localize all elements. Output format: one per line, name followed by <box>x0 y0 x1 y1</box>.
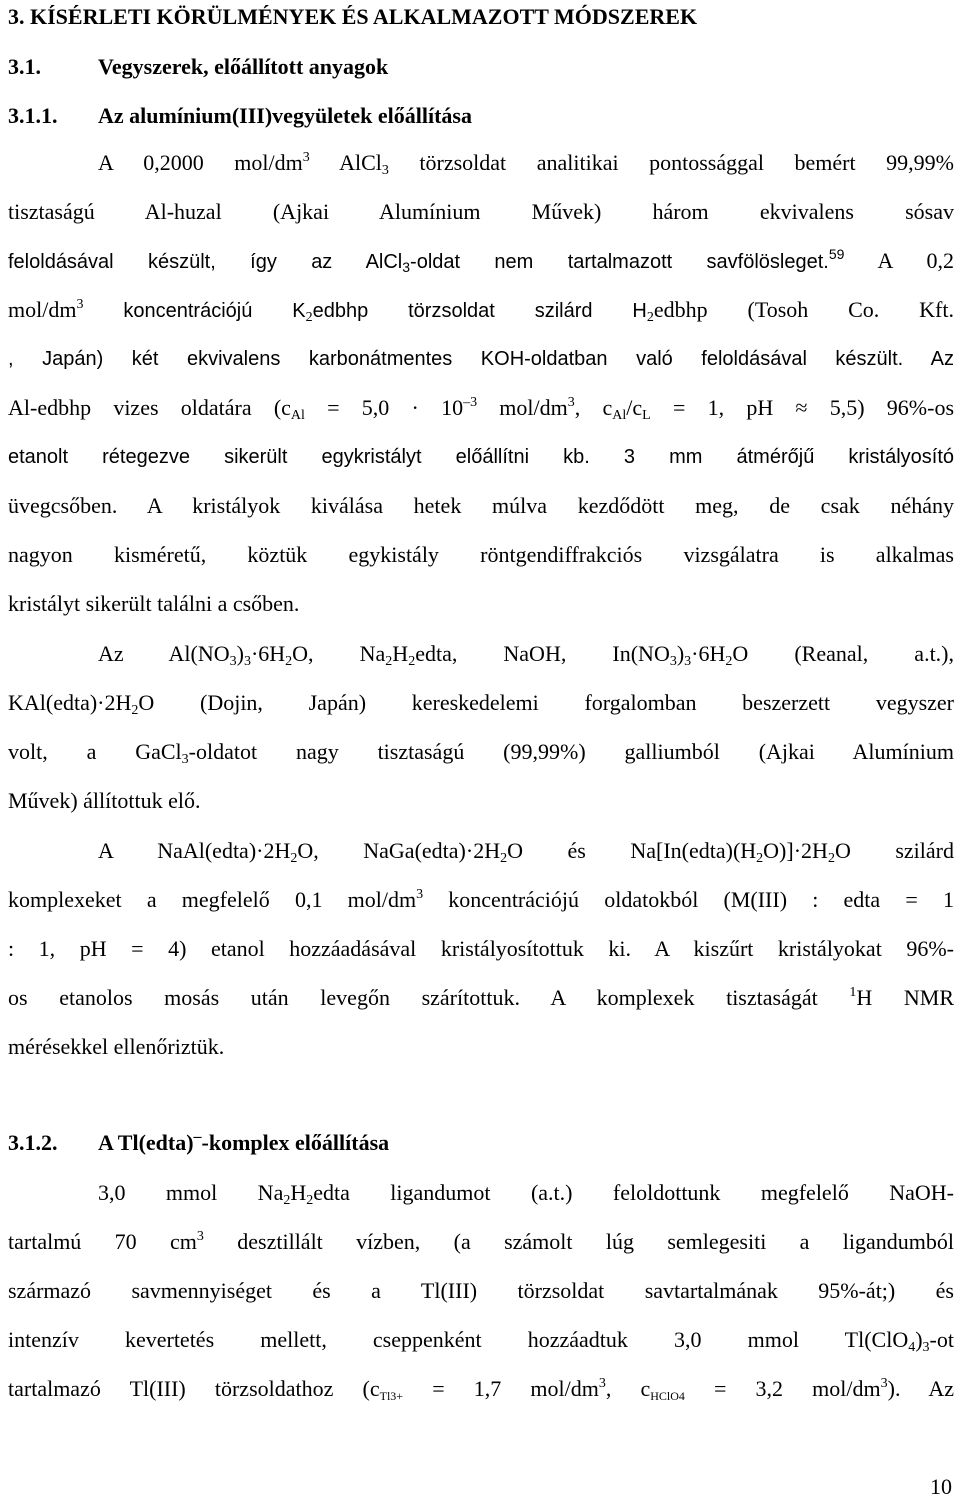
subscript: 3 <box>229 654 237 669</box>
paragraph-line <box>8 1227 954 1257</box>
text-run: A 0,2000 mol/dm <box>98 150 303 175</box>
heading-section-3 <box>8 4 697 30</box>
paragraph-line <box>8 393 954 423</box>
text-run: O)]·2H <box>763 838 828 863</box>
subscript: L <box>642 408 651 423</box>
text-run: = 5,0 · 10 <box>304 395 464 420</box>
text-run: H <box>392 641 409 666</box>
text-run: mol/dm <box>477 395 568 420</box>
text-run: ) <box>676 641 685 666</box>
superscript: 3 <box>598 1376 606 1391</box>
subscript: 2 <box>725 654 733 669</box>
paragraph-line <box>98 639 954 669</box>
heading-section-3-1 <box>8 54 388 80</box>
paragraph-line <box>98 148 954 178</box>
subscript: 3 <box>381 163 389 178</box>
text-run: edbhp törzsoldat szilárd H <box>312 300 647 322</box>
paragraph-line <box>8 442 954 472</box>
subscript: 3 <box>181 752 189 767</box>
text-run: A 0,2 <box>844 248 954 273</box>
text-run: edta ligandumot (a.t.) feloldottunk megfelelő NaOH- <box>313 1180 954 1205</box>
heading-text: A Tl(edta) <box>98 1130 194 1155</box>
text-run: /c <box>626 395 643 420</box>
subscript: 3 <box>922 1340 930 1355</box>
text-run: koncentrációjú oldatokból (M(III) : edta = 1 <box>423 887 954 912</box>
superscript: – <box>193 1128 202 1145</box>
paragraph-line <box>8 540 954 570</box>
subscript: Tl3+ <box>379 1389 404 1403</box>
subscript: Al <box>290 408 305 423</box>
text-run: edbhp (Tosoh Co. Kft. <box>653 297 954 322</box>
text-run: desztillált vízben, (a számolt lúg semlegesiti a ligandumból <box>203 1229 955 1254</box>
text-run: O, Na <box>292 641 386 666</box>
text-run: Az Al(NO <box>98 641 230 666</box>
paragraph-line <box>98 836 954 866</box>
text-run: edta, NaOH, In(NO <box>415 641 670 666</box>
heading-text: -komplex előállítása <box>201 1130 390 1155</box>
subscript: 2 <box>500 851 508 866</box>
paragraph-line <box>8 491 954 521</box>
heading-text: 3. KÍSÉRLETI KÖRÜLMÉNYEK ÉS ALKALMAZOTT MÓDSZEREK <box>8 4 698 29</box>
text-run: 3,0 mmol Na <box>98 1180 284 1205</box>
text-run: A NaAl(edta)·2H <box>98 838 291 863</box>
text-run: O (Dojin, Japán) kereskedelemi forgalomban beszerzett vegyszer <box>138 690 954 715</box>
subscript: 3 <box>684 654 692 669</box>
paragraph-line <box>8 589 954 619</box>
heading-section-3-1-2 <box>8 1130 389 1156</box>
text-run: feloldásával készült, így az AlCl <box>8 251 403 273</box>
text-run: származó savmennyiséget és a Tl(III) törzsoldat savtartalmának 95%-át;) és <box>8 1278 954 1303</box>
heading-text: Az alumínium(III)vegyületek előállítása <box>98 103 472 128</box>
paragraph-line <box>8 934 954 964</box>
text-run: O és Na[In(edta)(H <box>507 838 757 863</box>
heading-number: 3.1.2. <box>8 1130 58 1155</box>
subscript: Al <box>612 408 627 423</box>
subscript: 3 <box>402 259 411 275</box>
subscript: HClO4 <box>650 1389 685 1403</box>
subscript: 2 <box>306 1193 314 1208</box>
text-run: ) <box>915 1327 923 1352</box>
subscript: 2 <box>827 851 835 866</box>
text-run: -oldat nem tartalmazott savfölösleget. <box>410 251 829 273</box>
subscript: 2 <box>285 654 293 669</box>
text-run: H NMR <box>856 985 955 1010</box>
text-run: tisztaságú Al-huzal (Ajkai Alumínium Művek) három ekvivalens sósav <box>8 199 954 224</box>
paragraph-line <box>8 688 954 718</box>
text-run: = 3,2 mol/dm <box>684 1376 881 1401</box>
text-run: KAl(edta)·2H <box>8 690 132 715</box>
text-run: O, NaGa(edta)·2H <box>297 838 501 863</box>
text-run: os etanolos mosás után levegőn szárítottuk. A komplexek tisztaságát <box>8 985 850 1010</box>
page-number: 10 <box>930 1474 952 1499</box>
text-run: : 1, pH = 4) etanol hozzáadásával kristályosítottuk ki. A kiszűrt kristályokat 96%- <box>8 936 954 961</box>
subscript: 2 <box>305 310 313 325</box>
paragraph-line <box>8 344 954 374</box>
text-run: tartalmú 70 cm <box>8 1229 197 1254</box>
text-run: tartalmazó Tl(III) törzsoldathoz (c <box>8 1376 380 1401</box>
paragraph-line <box>8 246 954 277</box>
text-run: O szilárd <box>834 838 954 863</box>
heading-text: Vegyszerek, előállított anyagok <box>98 54 389 79</box>
text-run: AlCl <box>309 150 382 175</box>
subscript: 2 <box>385 654 393 669</box>
paragraph-line <box>8 1276 954 1306</box>
text-run: volt, a GaCl <box>8 739 182 764</box>
text-run: ). Az <box>887 1376 955 1401</box>
text-run: Művek) állítottuk elő. <box>8 788 201 813</box>
footnote-reference: 59 <box>828 246 845 262</box>
text-run: = 1,7 mol/dm <box>403 1376 599 1401</box>
paragraph-line <box>8 885 954 915</box>
subscript: 2 <box>131 703 139 718</box>
text-run: intenzív kevertetés mellett, cseppenként hozzáadtuk 3,0 mmol Tl(ClO <box>8 1327 909 1352</box>
text-run: = 1, pH ≈ 5,5) 96%-os <box>650 395 955 420</box>
text-run: H <box>290 1180 307 1205</box>
heading-number: 3.1. <box>8 54 41 79</box>
superscript: –3 <box>463 395 478 410</box>
text-run: mérésekkel ellenőriztük. <box>8 1034 225 1059</box>
paragraph-line <box>8 1325 954 1355</box>
superscript: 3 <box>416 887 424 902</box>
text-run: törzsoldat analitikai pontossággal bemért 99,99% <box>388 150 954 175</box>
text-run: komplexeket a megfelelő 0,1 mol/dm <box>8 887 417 912</box>
text-run: ·6H <box>250 641 286 666</box>
text-run: ) <box>236 641 244 666</box>
subscript: 4 <box>908 1340 916 1355</box>
superscript: 1 <box>849 985 857 1000</box>
paragraph-line <box>98 1178 954 1208</box>
heading-section-3-1-1 <box>8 103 472 129</box>
paragraph-line <box>8 1374 954 1404</box>
subscript: 2 <box>290 851 298 866</box>
text-run: O (Reanal, a.t.), <box>732 641 955 666</box>
superscript: 3 <box>76 297 84 312</box>
text-run: , Japán) két ekvivalens karbonátmentes KOH-oldatban való feloldásával készült. Az <box>8 348 954 370</box>
text-run: nagyon kisméretű, köztük egykistály röntgendiffrakciós vizsgálatra is alkalmas <box>8 542 954 567</box>
subscript: 2 <box>408 654 416 669</box>
subscript: 3 <box>243 654 251 669</box>
paragraph-line <box>8 197 954 227</box>
text-run: mol/dm <box>8 297 77 322</box>
paragraph-line <box>8 786 954 816</box>
paragraph-line <box>8 1032 954 1062</box>
text-run: koncentrációjú K <box>83 300 306 322</box>
text-run: ·6H <box>691 641 726 666</box>
subscript: 3 <box>669 654 677 669</box>
superscript: 3 <box>196 1229 204 1244</box>
text-run: etanolt rétegezve sikerült egykristályt előállítni kb. 3 mm átmérőjű kristályosító <box>8 446 954 468</box>
text-run: kristályt sikerült találni a csőben. <box>8 591 300 616</box>
text-run: -oldatot nagy tisztaságú (99,99%) galliumból (Ajkai Alumínium <box>188 739 954 764</box>
text-run: üvegcsőben. A kristályok kiválása hetek múlva kezdődött meg, de csak néhány <box>8 493 954 518</box>
text-run: -ot <box>929 1327 954 1352</box>
paragraph-line <box>8 983 954 1013</box>
paragraph-line <box>8 737 954 767</box>
superscript: 3 <box>880 1376 888 1391</box>
superscript: 3 <box>302 150 310 165</box>
subscript: 2 <box>283 1193 291 1208</box>
heading-number: 3.1.1. <box>8 103 58 128</box>
superscript: 3 <box>567 395 575 410</box>
text-run: Al-edbhp vizes oldatára (c <box>8 395 291 420</box>
subscript: 2 <box>646 310 654 325</box>
text-run: , c <box>605 1376 651 1401</box>
paragraph-line <box>8 295 954 326</box>
subscript: 2 <box>756 851 764 866</box>
text-run: , c <box>574 395 613 420</box>
